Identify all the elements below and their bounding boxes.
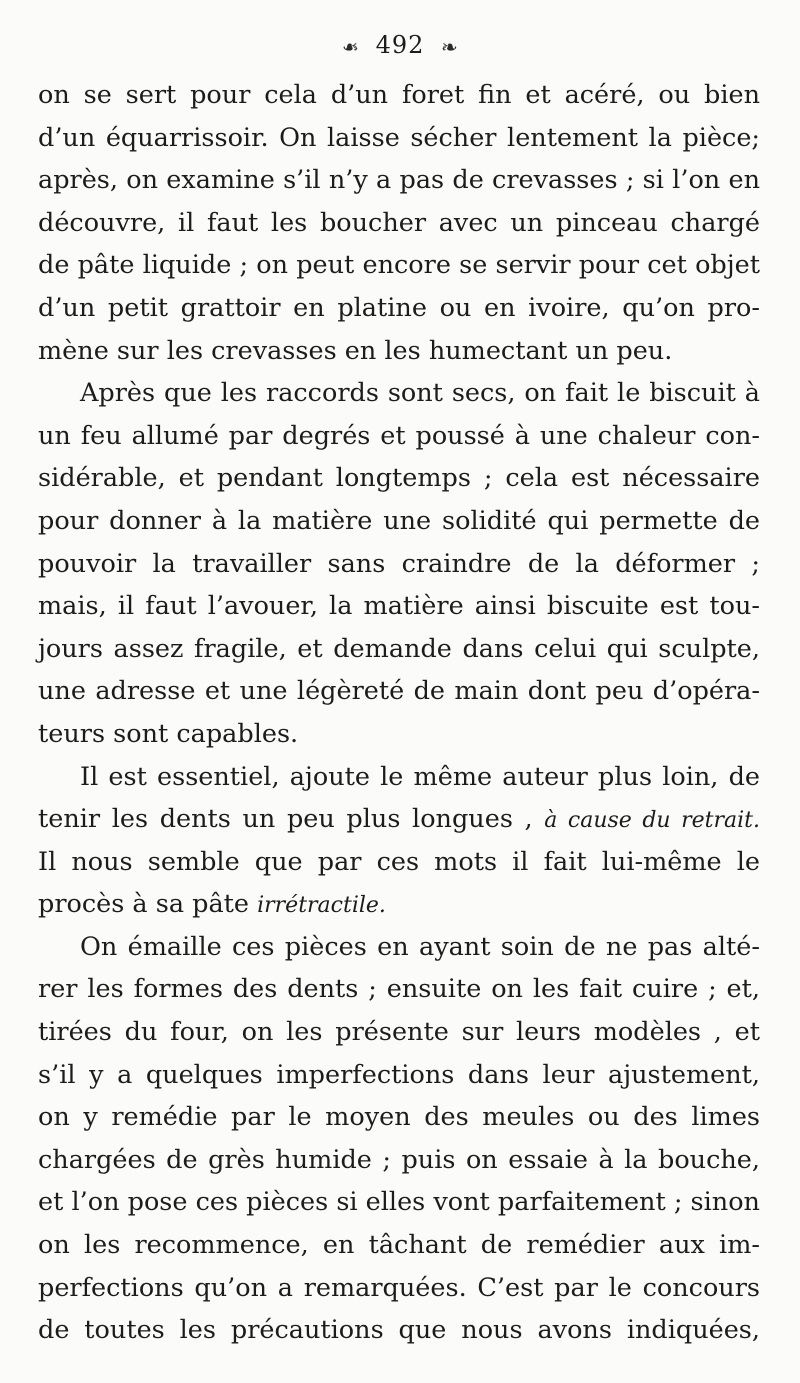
- text-line: découvre, il faut les boucher avec un pinceau chargé: [38, 207, 760, 238]
- text-line: Il est essentiel, ajoute le même auteur plus loin, de: [80, 761, 760, 792]
- text-line: pour donner à la matière une solidité qui permette de: [38, 505, 760, 536]
- page-number: 492: [375, 31, 425, 59]
- text-line: jours assez fragile, et demande dans celui qui sculpte,: [38, 633, 760, 664]
- page-header: [0, 30, 800, 62]
- right-ornament-icon: ❧: [441, 34, 459, 59]
- text-line: de pâte liquide ; on peut encore se servir pour cet objet: [38, 250, 760, 281]
- text-line: tirées du four, on les présente sur leurs modèles , et: [38, 1017, 760, 1048]
- text-line: [38, 798, 760, 841]
- text-line: après, on examine s’il n’y a pas de crevasses ; si l’on en: [38, 165, 760, 196]
- text-line: on les recommence, en tâchant de remédier aux im-: [38, 1230, 760, 1261]
- text-line: et l’on pose ces pièces si elles vont parfaitement ; sinon: [38, 1187, 760, 1218]
- text-line: pouvoir la travailler sans craindre de la déformer ;: [38, 548, 760, 579]
- text-line: s’il y a quelques imperfections dans leur ajustement,: [38, 1059, 760, 1090]
- text-line: d’un équarrissoir. On laisse sécher lentement la pièce;: [38, 122, 760, 153]
- text-line: chargées de grès humide ; puis on essaie à la bouche,: [38, 1144, 760, 1175]
- text-line: un feu allumé par degrés et poussé à une chaleur con-: [38, 420, 760, 451]
- text-line: sidérable, et pendant longtemps ; cela est nécessaire: [38, 463, 760, 494]
- text-span: procès à sa pâte: [38, 889, 258, 920]
- text-line: mais, il faut l’avouer, la matière ainsi biscuite est tou-: [38, 591, 760, 622]
- text-line: On émaille ces pièces en ayant soin de ne pas alté-: [80, 931, 760, 962]
- page-body: [38, 74, 760, 1352]
- italic-phrase: à cause du retrait.: [544, 808, 760, 834]
- text-line: on se sert pour cela d’un foret fin et acéré, ou bien: [38, 80, 760, 110]
- text-line: mène sur les crevasses en les humectant un peu.: [38, 335, 673, 366]
- left-ornament-icon: ❧: [341, 34, 359, 59]
- text-line: on y remédie par le moyen des meules ou des limes: [38, 1102, 760, 1133]
- text-line: Il nous semble que par ces mots il fait lui-même le: [38, 846, 760, 877]
- italic-phrase: irrétractile.: [257, 893, 386, 919]
- text-line: de toutes les précautions que nous avons indiquées,: [38, 1315, 760, 1346]
- text-line: [38, 883, 760, 926]
- text-line: une adresse et une légèreté de main dont peu d’opéra-: [38, 676, 760, 707]
- text-line: d’un petit grattoir en platine ou en ivoire, qu’on pro-: [38, 292, 760, 323]
- text-line: teurs sont capables.: [38, 718, 299, 749]
- text-span: tenir les dents un peu plus longues ,: [38, 804, 545, 835]
- text-line: rer les formes des dents ; ensuite on les fait cuire ; et,: [38, 974, 760, 1005]
- text-line: Après que les raccords sont secs, on fait le biscuit à: [80, 378, 760, 409]
- text-line: perfections qu’on a remarquées. C’est par le concours: [38, 1272, 760, 1303]
